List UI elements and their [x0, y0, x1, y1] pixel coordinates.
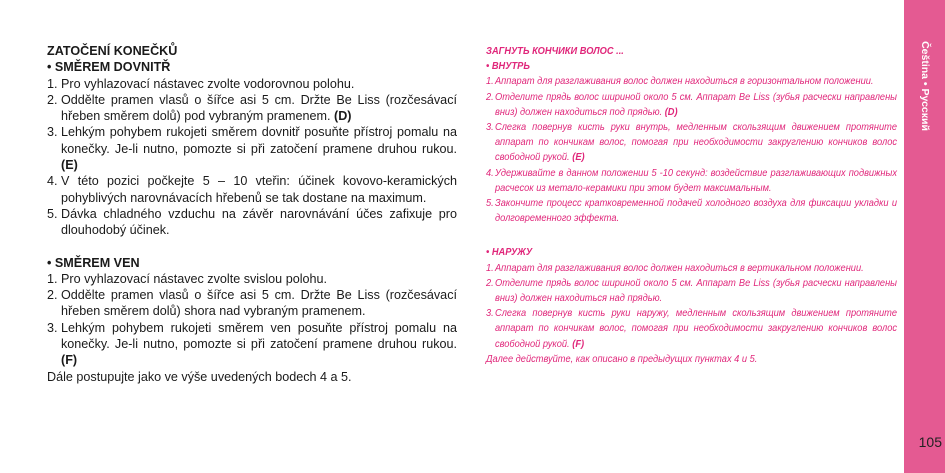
item-number: 2. [486, 277, 494, 289]
list-item [47, 92, 457, 125]
item-text [495, 276, 897, 306]
russian-inward-list [486, 74, 897, 226]
item-body: Аппарат для разглаживания волос должен находиться в вертикальном положении. [495, 262, 864, 274]
item-number: 2. [47, 92, 58, 107]
item-number: 3. [486, 122, 494, 134]
item-body: Удерживайте в данном положении 5 -10 секунд: воздействие разглаживающих подвижных расчесок из метало-керамики при этом будет максимальным. [495, 167, 897, 194]
item-body: Pro vyhlazovací nástavec zvolte svislou polohu. [61, 271, 328, 286]
item-text [61, 124, 457, 173]
item-number: 4. [486, 167, 494, 179]
item-number: 3. [47, 125, 58, 140]
item-body: Dávka chladného vzduchu na závěr narovnávání účes zafixuje pro dlouhodobý účinek. [61, 206, 457, 238]
czech-outward-heading: • SMĚREM VEN [47, 255, 140, 270]
item-number: 3. [486, 308, 494, 320]
item-text [495, 306, 897, 352]
item-body: Закончите процесс кратковременной подачей холодного воздуха для фиксации укладки и долговременного эффекта. [495, 198, 897, 225]
item-body: Отделите прядь волос шириной около 5 см. Аппарат Be Liss (зубья расчески направлены вниз) должен находиться над прядью. [495, 277, 897, 305]
list-item [47, 124, 457, 173]
figure-reference: (D) [664, 106, 678, 118]
item-body: Lehkým pohybem rukojeti směrem ven posuňte přístroj pomalu na konečky. Je-li nutno, pomozte si při zatočení pramene druhou rukou. [61, 320, 457, 352]
item-text [495, 196, 897, 226]
czech-title: ZATOČENÍ KONEČKŮ [47, 44, 178, 58]
item-body: Oddělte pramen vlasů o šířce asi 5 cm. Držte Be Liss (rozčesávací hřeben směrem dolů) pod vybraným pramenem. [61, 92, 457, 124]
item-text [495, 261, 897, 276]
item-text [495, 166, 897, 196]
figure-reference: (F) [61, 353, 78, 368]
list-item [47, 206, 457, 239]
russian-footer: Далее действуйте, как описано в предыдущих пунктах 4 и 5. [486, 353, 758, 365]
item-body: Oddělte pramen vlasů o šířce asi 5 cm. Držte Be Liss (rozčesávací hřeben směrem dolů) shora nad vybraným pramenem. [61, 288, 457, 319]
item-text [495, 74, 897, 89]
russian-title: ЗАГНУТЬ КОНЧИКИ ВОЛОС ... [486, 46, 624, 57]
czech-column [47, 43, 457, 385]
list-item [486, 166, 897, 196]
item-text [61, 173, 457, 206]
list-item [486, 120, 897, 166]
page-number: 105 [918, 434, 942, 450]
list-item [47, 320, 457, 369]
item-text [61, 206, 457, 239]
item-body: Отделите прядь волос шириной около 5 см. Аппарат Be Liss (зубья расчески направлены вниз) должен находиться под прядью. [495, 91, 897, 118]
list-item [486, 306, 897, 352]
list-item [486, 196, 897, 226]
item-text [495, 90, 897, 120]
item-number: 4. [47, 174, 58, 189]
russian-column [486, 44, 897, 367]
figure-reference: (D) [334, 109, 352, 124]
russian-inward-heading: • ВНУТРЬ [486, 61, 530, 73]
item-number: 1. [486, 76, 494, 88]
item-body: Lehkým pohybem rukojeti směrem dovnitř posuňte přístroj pomalu na konečky. Je-li nutno, pomozte si při zatočení pramene druhou rukou. [61, 125, 457, 156]
item-body: Слегка повернув кисть руки наружу, медленным скользящим движением протяните аппарат по кончикам волос, помогая при необходимости закруглению кончиков волос свободной рукой. [495, 308, 897, 350]
item-number: 2. [486, 91, 494, 103]
russian-outward-heading: • НАРУЖУ [486, 247, 533, 259]
figure-reference: (E) [572, 152, 585, 164]
czech-footer: Dále postupujte jako ve výše uvedených bodech 4 a 5. [47, 369, 352, 384]
item-text [61, 287, 457, 320]
item-number: 2. [47, 288, 58, 303]
russian-outward-list [486, 261, 897, 352]
item-number: 1. [47, 76, 58, 91]
czech-outward-list [47, 271, 457, 369]
list-item [486, 90, 897, 120]
item-body: Аппарат для разглаживания волос должен находиться в горизонтальном положении. [495, 76, 874, 88]
language-tab-label: Čeština • Русский [918, 41, 931, 131]
item-text [495, 120, 897, 166]
language-side-tab [904, 0, 945, 473]
item-text [61, 320, 457, 369]
figure-reference: (F) [572, 338, 585, 350]
list-item [486, 261, 897, 276]
list-item [486, 74, 897, 89]
figure-reference: (E) [61, 158, 78, 173]
item-number: 1. [47, 271, 58, 286]
item-text [61, 271, 457, 287]
czech-inward-heading: • SMĚREM DOVNITŘ [47, 60, 171, 75]
item-number: 5. [486, 198, 494, 210]
item-text [61, 76, 457, 92]
list-item [47, 76, 457, 92]
item-number: 1. [486, 262, 494, 274]
item-body: Pro vyhlazovací nástavec zvolte vodorovnou polohu. [61, 76, 355, 91]
list-item [47, 287, 457, 320]
list-item [47, 173, 457, 206]
item-body: Слегка повернув кисть руки внутрь, медленным скользящим движением протяните аппарат по кончикам волос, помогая при необходимости закруглению кончиков волос свободной рукой. [495, 122, 897, 164]
item-number: 3. [47, 320, 58, 335]
item-number: 5. [47, 206, 58, 221]
list-item [486, 276, 897, 306]
list-item [47, 271, 457, 287]
item-body: V této pozici počkejte 5 – 10 vteřin: účinek kovovo-keramických pohyblivých narovnávacích hřebenů se tak dostane na maximum. [61, 174, 457, 205]
item-text [61, 92, 457, 125]
czech-inward-list [47, 76, 457, 239]
